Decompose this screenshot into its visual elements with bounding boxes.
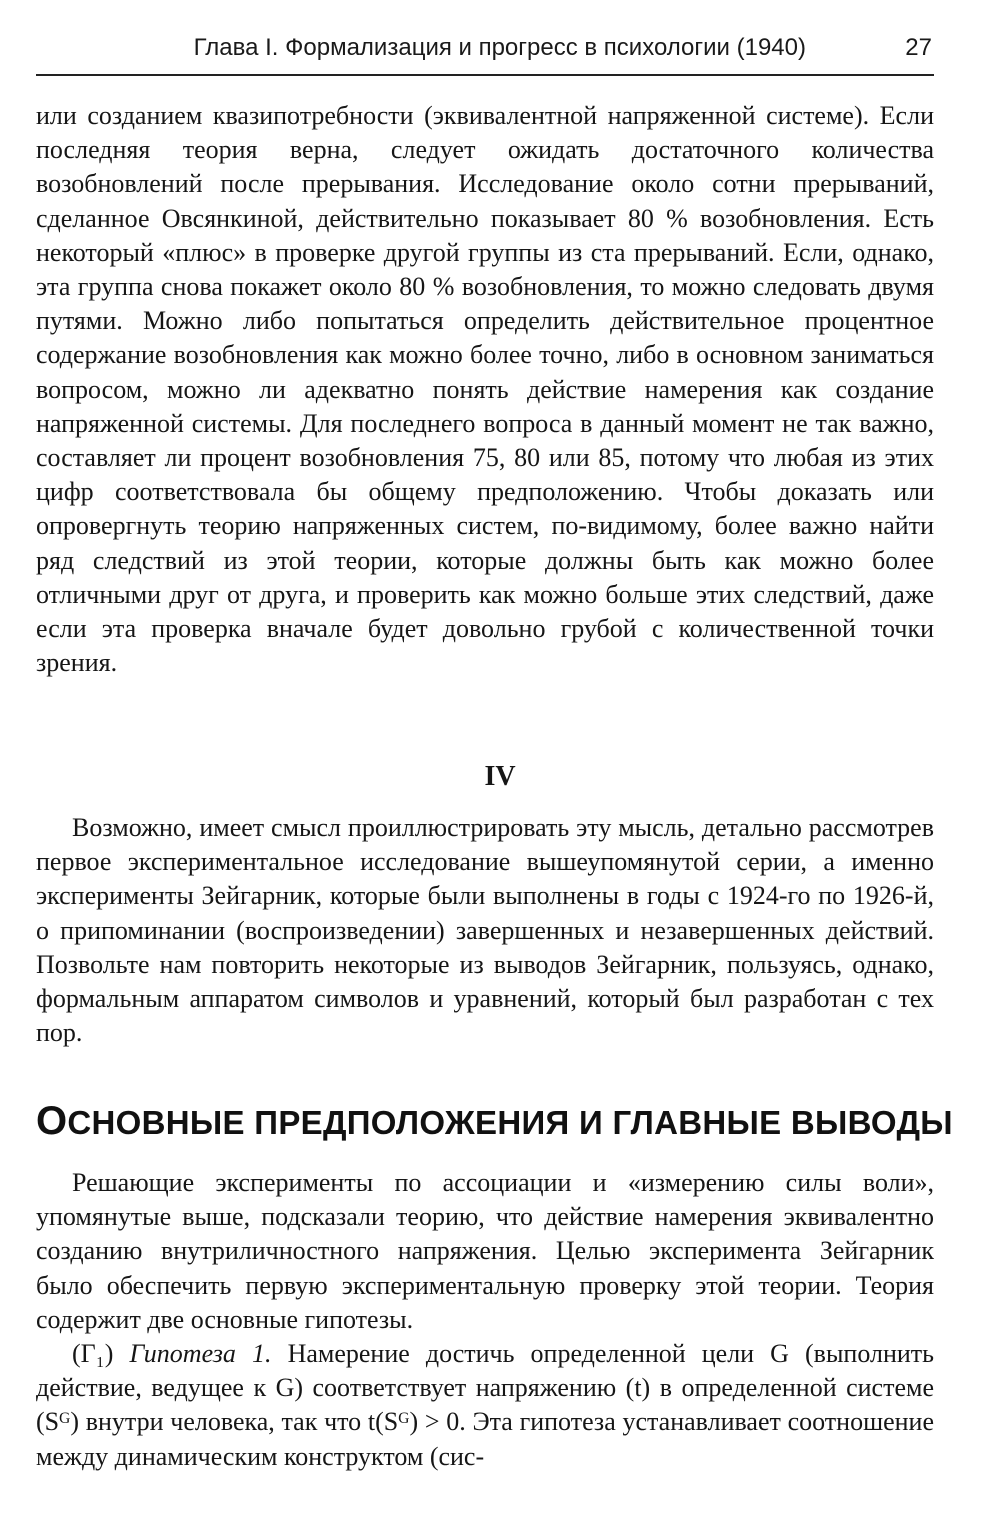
running-title: Глава I. Формализация и прогресс в психологии (1940) <box>193 34 806 61</box>
text-block-top <box>36 99 934 680</box>
paragraph: Возможно, имеет смысл проиллюстрировать эту мысль, детально рассмотрев первое экспериментальное исследование вышеупомянутой серии, а именно эксперименты Зейгарник, которые были выполнены в годы с 1924-го по 1926-й, о припоминании (воспроизведении) завершенных и незавершенных действий. Позвольте нам повторить некоторые из выводов Зейгарник, пользуясь, однако, формальным аппаратом символов и уравнений, который был разработан с тех пор. <box>36 813 934 1048</box>
section-heading <box>36 1099 953 1145</box>
page-number: 27 <box>905 34 932 61</box>
hypothesis-paragraph <box>36 1337 934 1474</box>
hypothesis-label: (Г₁) <box>72 1339 114 1369</box>
text-block-bottom <box>36 1166 934 1474</box>
running-header <box>36 30 934 76</box>
paragraph: или созданием квазипотребности (эквивалентной напряженной системе). Если последняя теория верна, следует ожидать достаточного количества возобновлений после прерывания. Исследование около сотни прерываний, сделанное Овсянкиной, действительно показывает 80 % возобновления. Есть некоторый «плюс» в проверке другой группы из ста прерываний. Если, однако, эта группа снова покажет около 80 % возобновления, то можно следовать двумя путями. Можно либо попытаться определить действительное процентное содержание возобновления как можно более точно, либо в основном заниматься вопросом, можно ли адекватно понять действие намерения как создание напряженной системы. Для последнего вопроса в данный момент не так важно, составляет ли процент возобновления 75, 80 или 85, потому что любая из этих цифр соответствовала бы общему предположению. Чтобы доказать или опровергнуть теорию напряженных систем, по-видимому, более важно найти ряд следствий из этой теории, которые должны быть как можно более отличными друг от друга, и проверить как можно больше этих следствий, даже если эта проверка вначале будет довольно грубой с количественной точки зрения. <box>36 101 934 678</box>
text-block-middle <box>36 811 934 1050</box>
section-numeral: IV <box>484 761 516 792</box>
hypothesis-text: Намерение достичь определенной цели G (выполнить действие, ведущее к G) соответствует напряжению (t) в определенной системе (Sᴳ) внутри человека, так что t(Sᴳ) > 0. Эта гипотеза устанавливает соотношение между динамическим конструктом (сис- <box>36 1339 935 1471</box>
paragraph: Решающие эксперименты по ассоциации и «измерению силы воли», упомянутые выше, подсказали теорию, что действие намерения эквивалентно созданию внутриличностного напряжения. Целью эксперимента Зейгарник было обеспечить первую экспериментальную проверку этой теории. Теория содержит две основные гипотезы. <box>36 1168 934 1334</box>
hypothesis-name: Гипотеза 1. <box>129 1339 272 1369</box>
heading-rest: СНОВНЫЕ ПРЕДПОЛОЖЕНИЯ И ГЛАВНЫЕ ВЫВОДЫ <box>67 1104 953 1141</box>
heading-initial: О <box>36 1099 68 1143</box>
